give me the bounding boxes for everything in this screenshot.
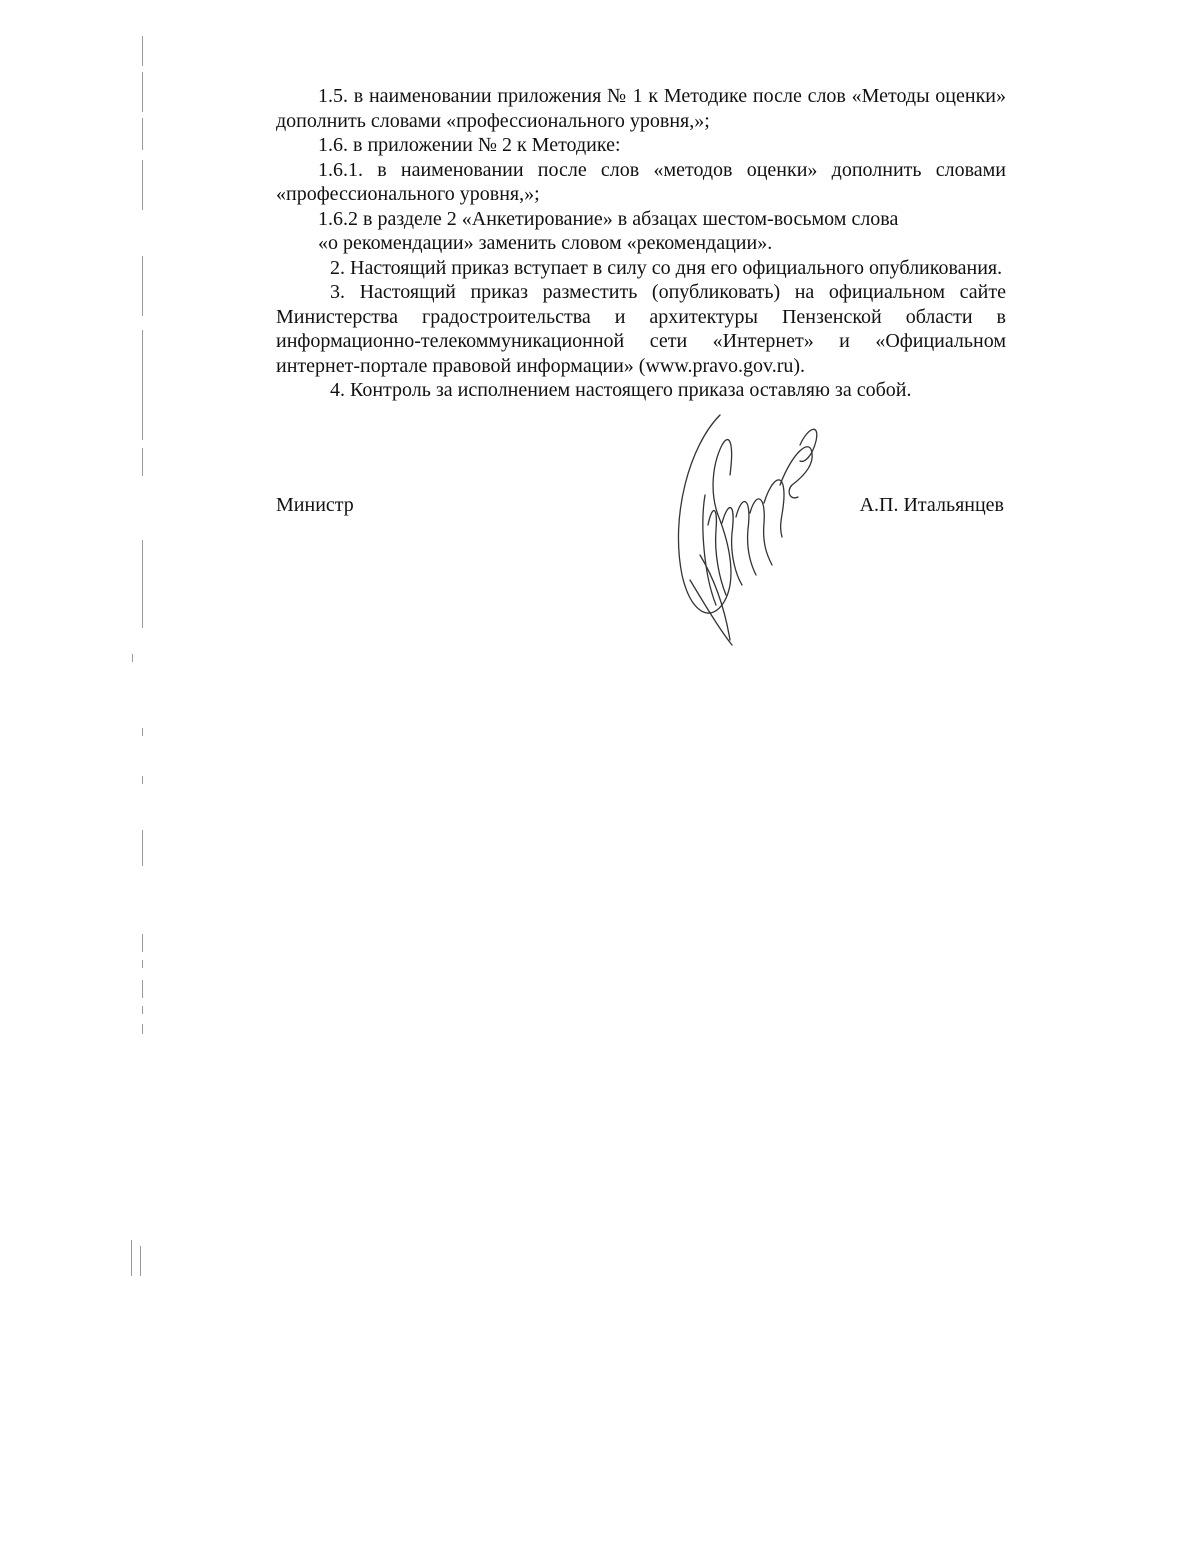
paragraph-2: 2. Настоящий приказ вступает в силу со дня его официального опубликования. <box>330 256 1003 279</box>
paragraph-1-6: 1.6. в приложении № 2 к Методике: <box>318 134 621 156</box>
handwritten-signature-icon <box>660 405 830 650</box>
scan-artifact <box>142 1006 143 1014</box>
scan-artifact <box>142 934 143 952</box>
scan-artifact <box>131 1240 132 1276</box>
signatory-name: А.П. Итальянцев <box>859 494 1004 516</box>
scan-artifact <box>142 830 143 866</box>
scan-artifact <box>142 960 143 968</box>
paragraph-1-6-2-continuation: «о рекомендации» заменить словом «рекомендации». <box>318 232 773 254</box>
scan-artifact <box>142 118 143 150</box>
paragraph-1-6-2: 1.6.2 в разделе 2 «Анкетирование» в абзацах шестом-восьмом слова <box>318 207 899 230</box>
scan-artifact <box>142 776 143 784</box>
scan-artifact <box>140 1246 141 1276</box>
scan-artifact <box>142 160 143 210</box>
scan-artifact <box>132 654 133 662</box>
signatory-role: Министр <box>276 494 354 516</box>
scan-artifact <box>142 540 143 628</box>
scan-artifact <box>142 728 143 736</box>
scan-artifact <box>142 330 143 440</box>
scan-artifact <box>142 448 143 476</box>
paragraph-1-6-1: 1.6.1. в наименовании после слов «методов оценки» дополнить словами «профессионального уровня,»; <box>276 158 1006 205</box>
scan-artifact <box>142 256 143 316</box>
paragraph-1-5: 1.5. в наименовании приложения № 1 к Методике после слов «Методы оценки» дополнить словами «профессионального уровня,»; <box>276 85 1006 132</box>
scan-artifact <box>142 36 143 66</box>
document-body <box>276 84 1006 403</box>
paragraph-4: 4. Контроль за исполнением настоящего приказа оставляю за собой. <box>330 379 912 401</box>
scan-artifact <box>142 72 143 112</box>
paragraph-3: 3. Настоящий приказ разместить (опубликовать) на официальном сайте Министерства градостроительства и архитектуры Пензенской области в информационно-телекоммуникационной сети «Интернет» и «Официальном интернет-портале правовой информации» (www.pravo.gov.ru). <box>276 281 1006 377</box>
scan-artifact <box>142 980 143 998</box>
scan-artifact <box>142 1024 143 1034</box>
